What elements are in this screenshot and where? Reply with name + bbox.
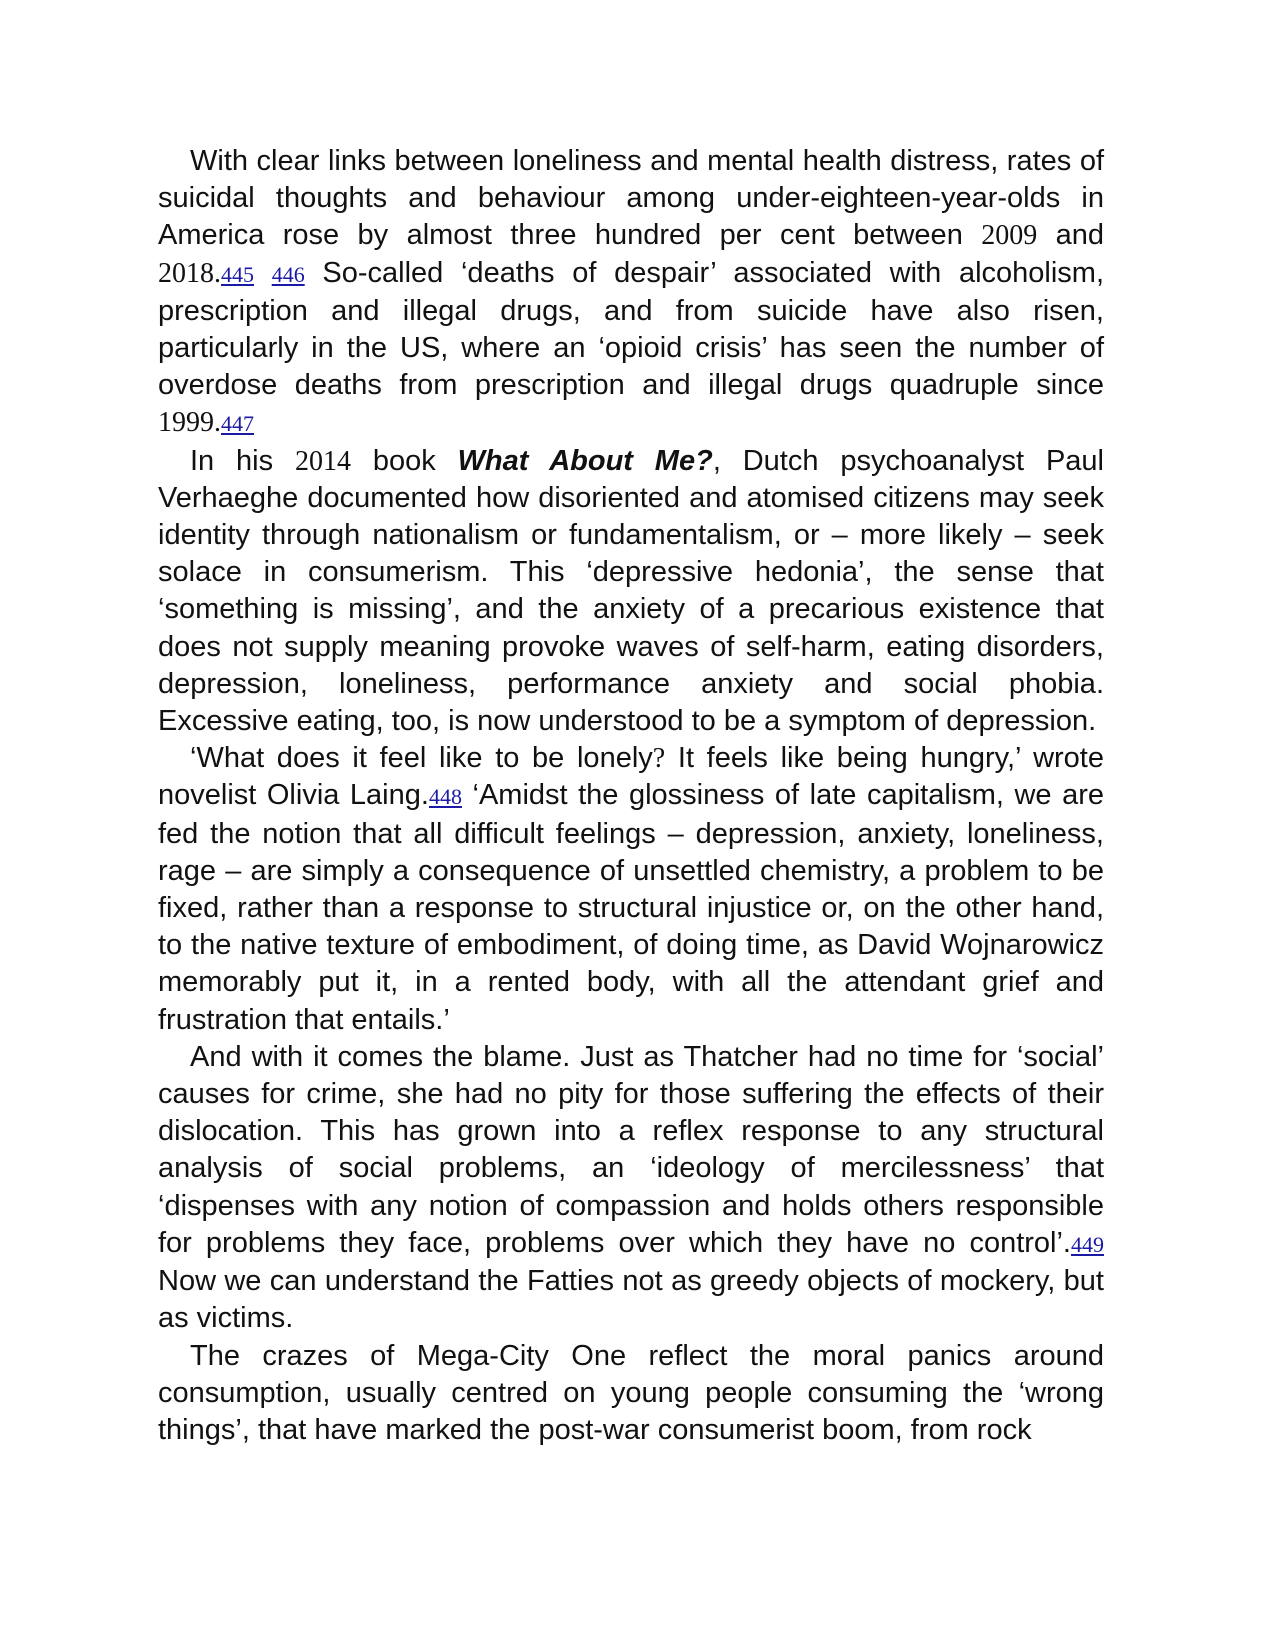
question-mark: ? [652, 743, 666, 775]
paragraph-text: ‘Amidst the glossiness of late capitalism, we are fed the notion that all difficult feelings – depression, anxiety, loneliness, rage – are simply a consequence of unsettled chemistry, a problem to be fixed, rather than a response to structural injustice or, on the other hand, to the native texture of embodiment, of doing time, as David Wojnarowicz memorably put it, in a rented body, with all the attendant grief and frustration that entails.’ [158, 779, 1104, 1036]
paragraph-text: With clear links between loneliness and mental health distress, rates of suicidal thoughts and behaviour among under-eighteen-year-olds in America rose by almost three hundred per cent between [158, 145, 1104, 252]
footnote-link-448[interactable]: 448 [428, 784, 462, 810]
page-body [158, 143, 1104, 1449]
paragraph-text: And with it comes the blame. Just as Thatcher had no time for ‘social’ causes for crime, she had no pity for those suffering the effects of their dislocation. This has grown into a reflex response to any structural analysis of social problems, an ‘ideology of mercilessness’ that ‘dispenses with any notion of compassion and holds others responsible for problems they face, problems over which they have no control’. [158, 1040, 1104, 1259]
paragraph-5 [158, 1338, 1104, 1450]
footnote-link-447[interactable]: 447 [221, 411, 254, 437]
year-number: 2009 [981, 220, 1038, 252]
paragraph-text: So-called ‘deaths of despair’ associated with alcoholism, prescription and illegal drugs, and from suicide have also risen, particularly in the US, where an ‘opioid crisis’ has seen the number of overdose deaths from prescription and illegal drugs quadruple since [158, 256, 1104, 402]
year-number: 2018. [158, 257, 221, 289]
paragraph-text: The crazes of Mega-City One reflect the moral panics around consumption, usually centred on young people consuming the ‘wrong things’, that have marked the post-war consumerist boom, from rock [158, 1339, 1104, 1446]
paragraph-2 [158, 443, 1104, 741]
paragraph-3 [158, 740, 1104, 1039]
book-title: What About Me? [457, 444, 713, 477]
footnote-link-446[interactable]: 446 [271, 261, 305, 287]
year-number: 2014 [294, 445, 351, 477]
paragraph-text: Now we can understand the Fatties not as greedy objects of mockery, but as victims. [158, 1265, 1104, 1335]
paragraph-text: , Dutch psychoanalyst Paul Verhaeghe documented how disoriented and atomised citizens may seek identity through nationalism or fundamentalism, or – more likely – seek solace in consumerism. This ‘depressive hedonia’, the sense that ‘something is missing’, and the anxiety of a precarious existence that does not supply meaning provoke waves of self-harm, eating disorders, depression, loneliness, performance anxiety and social phobia. Excessive eating, too, is now understood to be a symptom of depression. [158, 444, 1104, 738]
year-number: 1999. [158, 407, 221, 439]
paragraph-text: book [350, 444, 458, 477]
paragraph-text: In his [190, 444, 295, 477]
paragraph-1 [158, 143, 1104, 443]
footnote-link-449[interactable]: 449 [1071, 1231, 1104, 1257]
footnote-link-445[interactable]: 445 [221, 261, 254, 287]
paragraph-text: and [1037, 219, 1104, 252]
paragraph-4 [158, 1039, 1104, 1338]
paragraph-text: It feels like being hungry,’ wrote novelist Olivia Laing. [158, 742, 1104, 812]
paragraph-text: ‘What does it feel like to be lonely [190, 742, 653, 775]
